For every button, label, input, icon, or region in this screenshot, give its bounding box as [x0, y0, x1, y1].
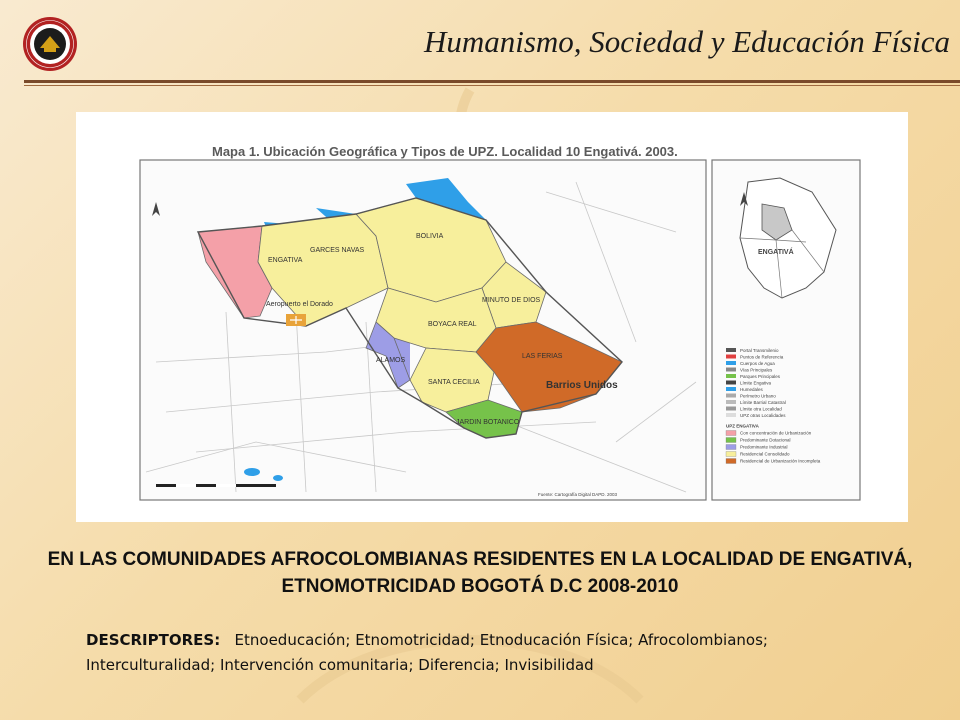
legend-swatch: [726, 374, 736, 378]
legend-item: UPZ otras Localidades: [740, 413, 786, 418]
label-jardin: JARDIN BOTANICO: [456, 419, 520, 426]
legend-upz-item: Residencial de Urbanización Incompleta: [740, 458, 821, 464]
legend-swatch: [726, 368, 736, 372]
label-alamos: ALAMOS: [376, 357, 406, 364]
slide-title: Humanismo, Sociedad y Educación Física: [423, 24, 950, 59]
legend-item: Perímetro Urbano: [740, 393, 776, 399]
legend-upz-item: Predominante Dotacional: [740, 437, 791, 443]
slide-header: [0, 0, 960, 90]
map-source: Fuente: Cartografía Digital DAPD. 2003: [538, 492, 618, 497]
svg-text:ENGATIVÁ: ENGATIVÁ: [758, 249, 794, 256]
legend-upz-item: Predominante Industrial: [740, 444, 788, 450]
legend-upz-swatch: [726, 459, 736, 464]
map-title: Mapa 1. Ubicación Geográfica y Tipos de UPZ. Localidad 10 Engativá. 2003.: [212, 144, 678, 159]
legend-upz-swatch: [726, 438, 736, 443]
legend-upz-item: Residencial Consolidado: [740, 451, 790, 457]
descriptors-label: DESCRIPTORES:: [86, 631, 221, 649]
legend-upz-swatch: [726, 431, 736, 436]
label-santa-cecilia: SANTA CECILIA: [428, 379, 480, 386]
map-figure: [76, 112, 908, 522]
label-bolivia: BOLIVIA: [416, 233, 444, 240]
university-seal-logo: [22, 14, 78, 74]
label-engativa: ENGATIVA: [268, 257, 303, 264]
legend-upz-swatch: [726, 445, 736, 450]
descriptors-text: Etnoeducación; Etnomotricidad; Etnoducación Física; Afrocolombianos; Interculturalidad; Intervención comunitaria; Diferencia; Invisibilidad: [86, 631, 768, 674]
legend-upz-title: UPZ ENGATIVA: [726, 423, 759, 429]
legend-swatch: [726, 394, 736, 398]
header-divider-thin: [24, 85, 960, 86]
engativa-map: [76, 112, 908, 522]
legend-item: Límite otra Localidad: [740, 406, 782, 412]
label-minuto: MINUTO DE DIOS: [482, 297, 541, 304]
label-aeropuerto: Aeropuerto el Dorado: [266, 301, 333, 308]
legend-swatch: [726, 400, 736, 404]
label-ferias: LAS FERIAS: [522, 353, 563, 360]
descriptors-block: [86, 628, 886, 678]
legend-swatch: [726, 381, 736, 385]
legend-item: Portal Transmilenio: [740, 348, 779, 353]
legend-item: Límite Engativa: [740, 380, 772, 386]
legend-swatch: [726, 355, 736, 359]
legend-upz-item: Con concentración de Urbanización: [740, 430, 812, 436]
legend-item: Puntos de Referencia: [740, 354, 784, 360]
legend-upz-swatch: [726, 452, 736, 457]
header-divider: [24, 80, 960, 83]
legend-swatch: [726, 387, 736, 391]
legend-item: Límite Barrial Catastral: [740, 400, 786, 405]
legend-swatch: [726, 413, 736, 417]
label-garces-navas: GARCES NAVAS: [310, 247, 365, 254]
scale-bar: [156, 484, 276, 487]
legend-item: Vías Principales: [740, 367, 773, 373]
label-barrios-unidos: Barrios Unidos: [546, 380, 618, 391]
label-boyaca: BOYACA REAL: [428, 321, 477, 328]
section-heading: EN LAS COMUNIDADES AFROCOLOMBIANAS RESIDENTES EN LA LOCALIDAD DE ENGATIVÁ, ETNOMOTRICIDAD BOGOTÁ D.C 2008-2010: [47, 549, 913, 597]
legend-swatch: [726, 348, 736, 352]
legend-swatch: [726, 361, 736, 365]
legend-item: Cuerpos de Agua: [740, 361, 775, 366]
legend-swatch: [726, 407, 736, 411]
legend-item: Parques Principales: [740, 374, 781, 379]
legend-item: Humedales: [740, 387, 763, 392]
